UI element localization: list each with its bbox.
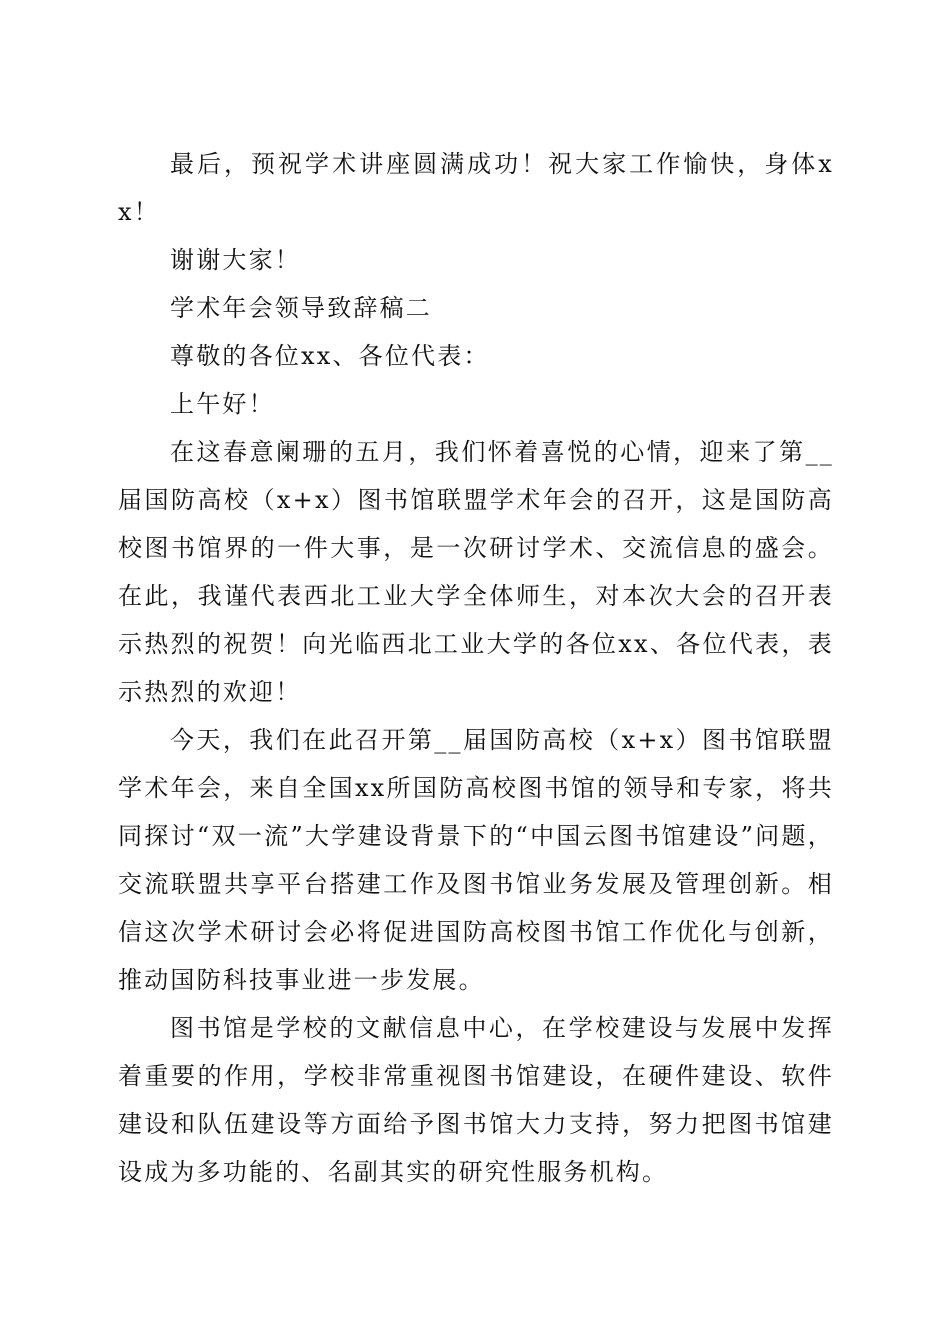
welcome-paragraph: 在这春意阑珊的五月，我们怀着喜悦的心情，迎来了第__届国防高校（x+x）图书馆联盟学术年会的召开，这是国防高校图书馆界的一件大事，是一次研讨学术、交流信息的盛会。在此，我谨代表西北工业大学全体师生，对本次大会的召开表示热烈的祝贺！向光临西北工业大学的各位xx、各位代表，表示热烈的欢迎！ xyxy=(118,438,834,706)
greeting: 上午好！ xyxy=(170,390,275,418)
closing-wish-paragraph: 最后，预祝学术讲座圆满成功！祝大家工作愉快，身体xx！ xyxy=(118,150,834,226)
conference-paragraph: 今天，我们在此召开第__届国防高校（x+x）图书馆联盟学术年会，来自全国xx所国防高校图书馆的领导和专家，将共同探讨“双一流”大学建设背景下的“中国云图书馆建设”问题，交流联盟共享平台搭建工作及图书馆业务发展及管理创新。相信这次学术研讨会必将促进国防高校图书馆工作优化与创新，推动国防科技事业进一步发展。 xyxy=(118,726,834,994)
document-body xyxy=(118,140,834,1196)
salutation: 尊敬的各位xx、各位代表： xyxy=(170,342,490,370)
library-paragraph: 图书馆是学校的文献信息中心，在学校建设与发展中发挥着重要的作用，学校非常重视图书馆建设，在硬件建设、软件建设和队伍建设等方面给予图书馆大力支持，努力把图书馆建设成为多功能的、名副其实的研究性服务机构。 xyxy=(118,1014,834,1186)
thanks-line: 谢谢大家！ xyxy=(170,246,301,274)
speech-title: 学术年会领导致辞稿二 xyxy=(170,294,432,322)
